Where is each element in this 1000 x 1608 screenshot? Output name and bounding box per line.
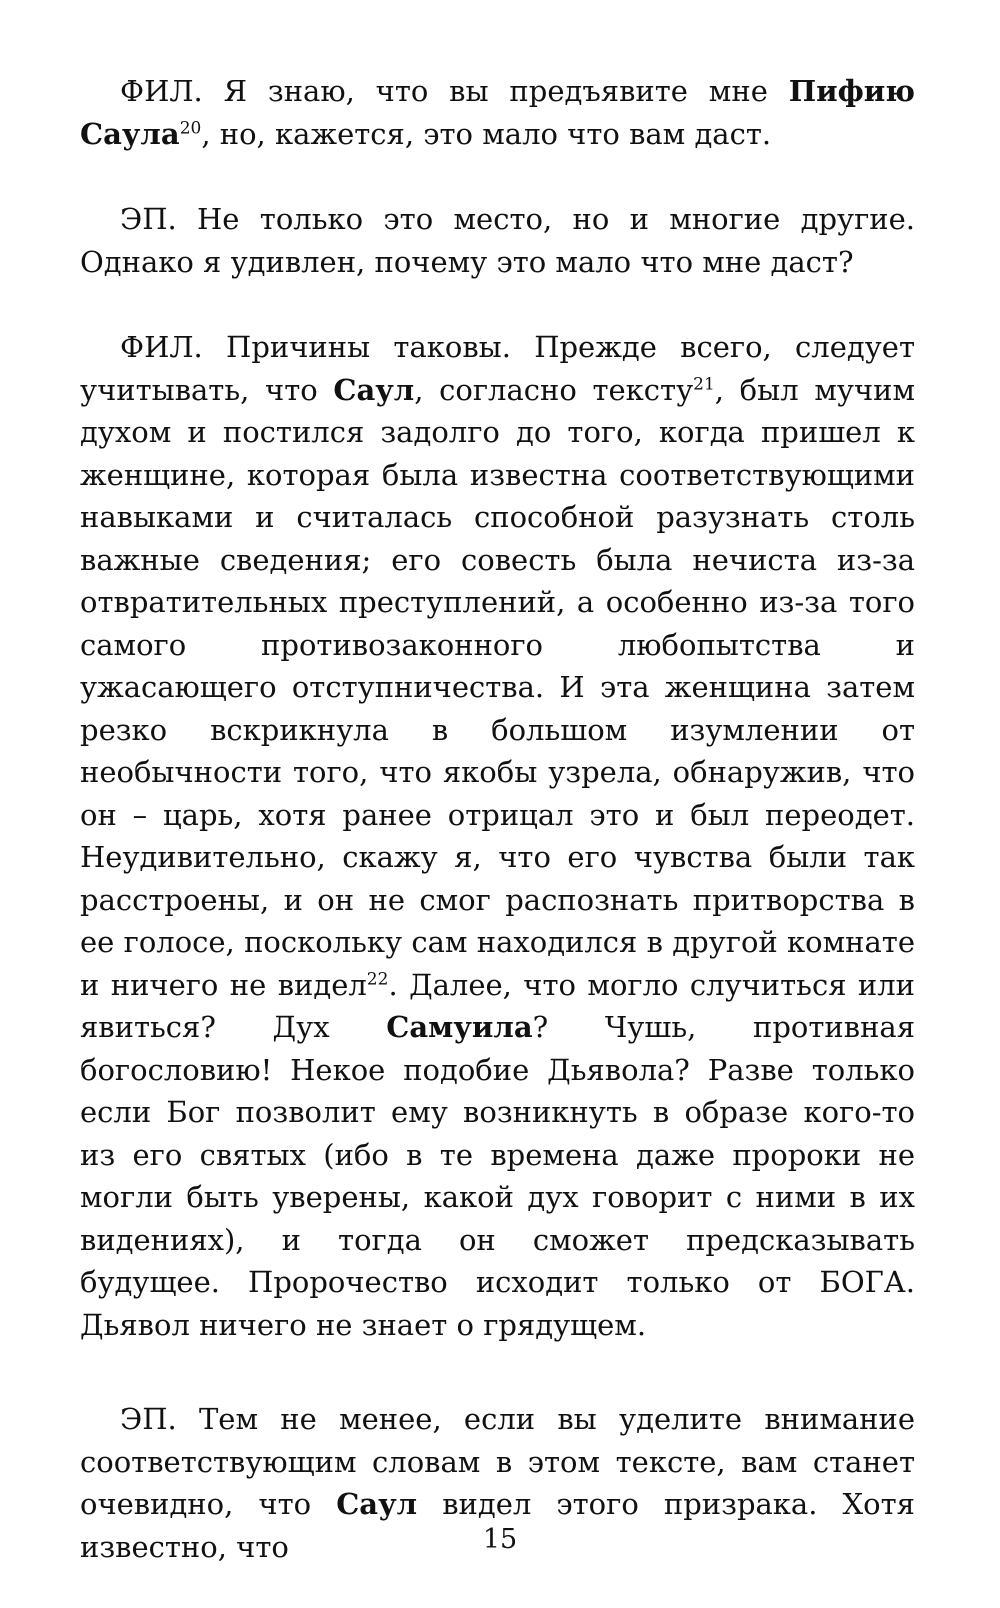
footnote-ref: 22 [366,968,389,989]
paragraph-4: ЭП. Тем не менее, если вы уделите внимание соответствующим словам в этом тексте, вам станет очевидно, что Саул видел этого призрака. Хотя известно, что [80,1402,915,1564]
bold-term: Саул [336,1487,418,1521]
page-number: 15 [482,1524,518,1555]
bold-term: Саул [333,372,415,407]
body-text [80,70,915,1568]
paragraph-3: ФИЛ. Причины таковы. Прежде всего, следует учитывать, что Саул, согласно тексту$^{21}$, был мучим духом и постился задолго до того, когда пришел к женщине, которая была известна соответствующими навыками и считалась способной разузнать столь важные сведения; его совесть была нечиста из-за отвратительных преступлений, а особенно из-за того самого противозаконного любопытства и ужасающего отступничества. И эта женщина затем резко вскрикнула в большом изумлении от необычности того, что якобы узрела, обнаружив, что он – царь, хотя ранее отрицал это и был переодет. Неудивительно, скажу я, что его чувства были так расстроены, и он не смог распознать притворства в ее голосе, поскольку сам находился в другой комнате и ничего не видел$^{22}$. Далее, что могло случиться или явиться? Дух Самуила? Чушь, противная богословию! Некое подобие Дьявола? Разве только если Бог позволит ему возникнуть в образе кого-то из его святых (ибо в те времена даже пророки не могли быть уверены, какой дух говорит с ними в их видениях), и тогда он сможет предсказывать будущее. Пророчество исходит только от БОГА. Дьявол ничего не знает о грядущем. [80,330,915,1342]
paragraph-1: ФИЛ. Я знаю, что вы предъявите мне Пифию Саула$^{20}$, но, кажется, это мало что вам даст. [80,74,915,151]
footnote-ref: 20 [179,117,202,138]
bold-term: Самуила [386,1010,533,1044]
bold-term: Пифию Саула [80,74,915,151]
paragraph-2: ЭП. Не только это место, но и многие другие. Однако я удивлен, почему это мало что мне даст? [80,202,915,279]
footnote-ref: 21 [693,373,715,394]
